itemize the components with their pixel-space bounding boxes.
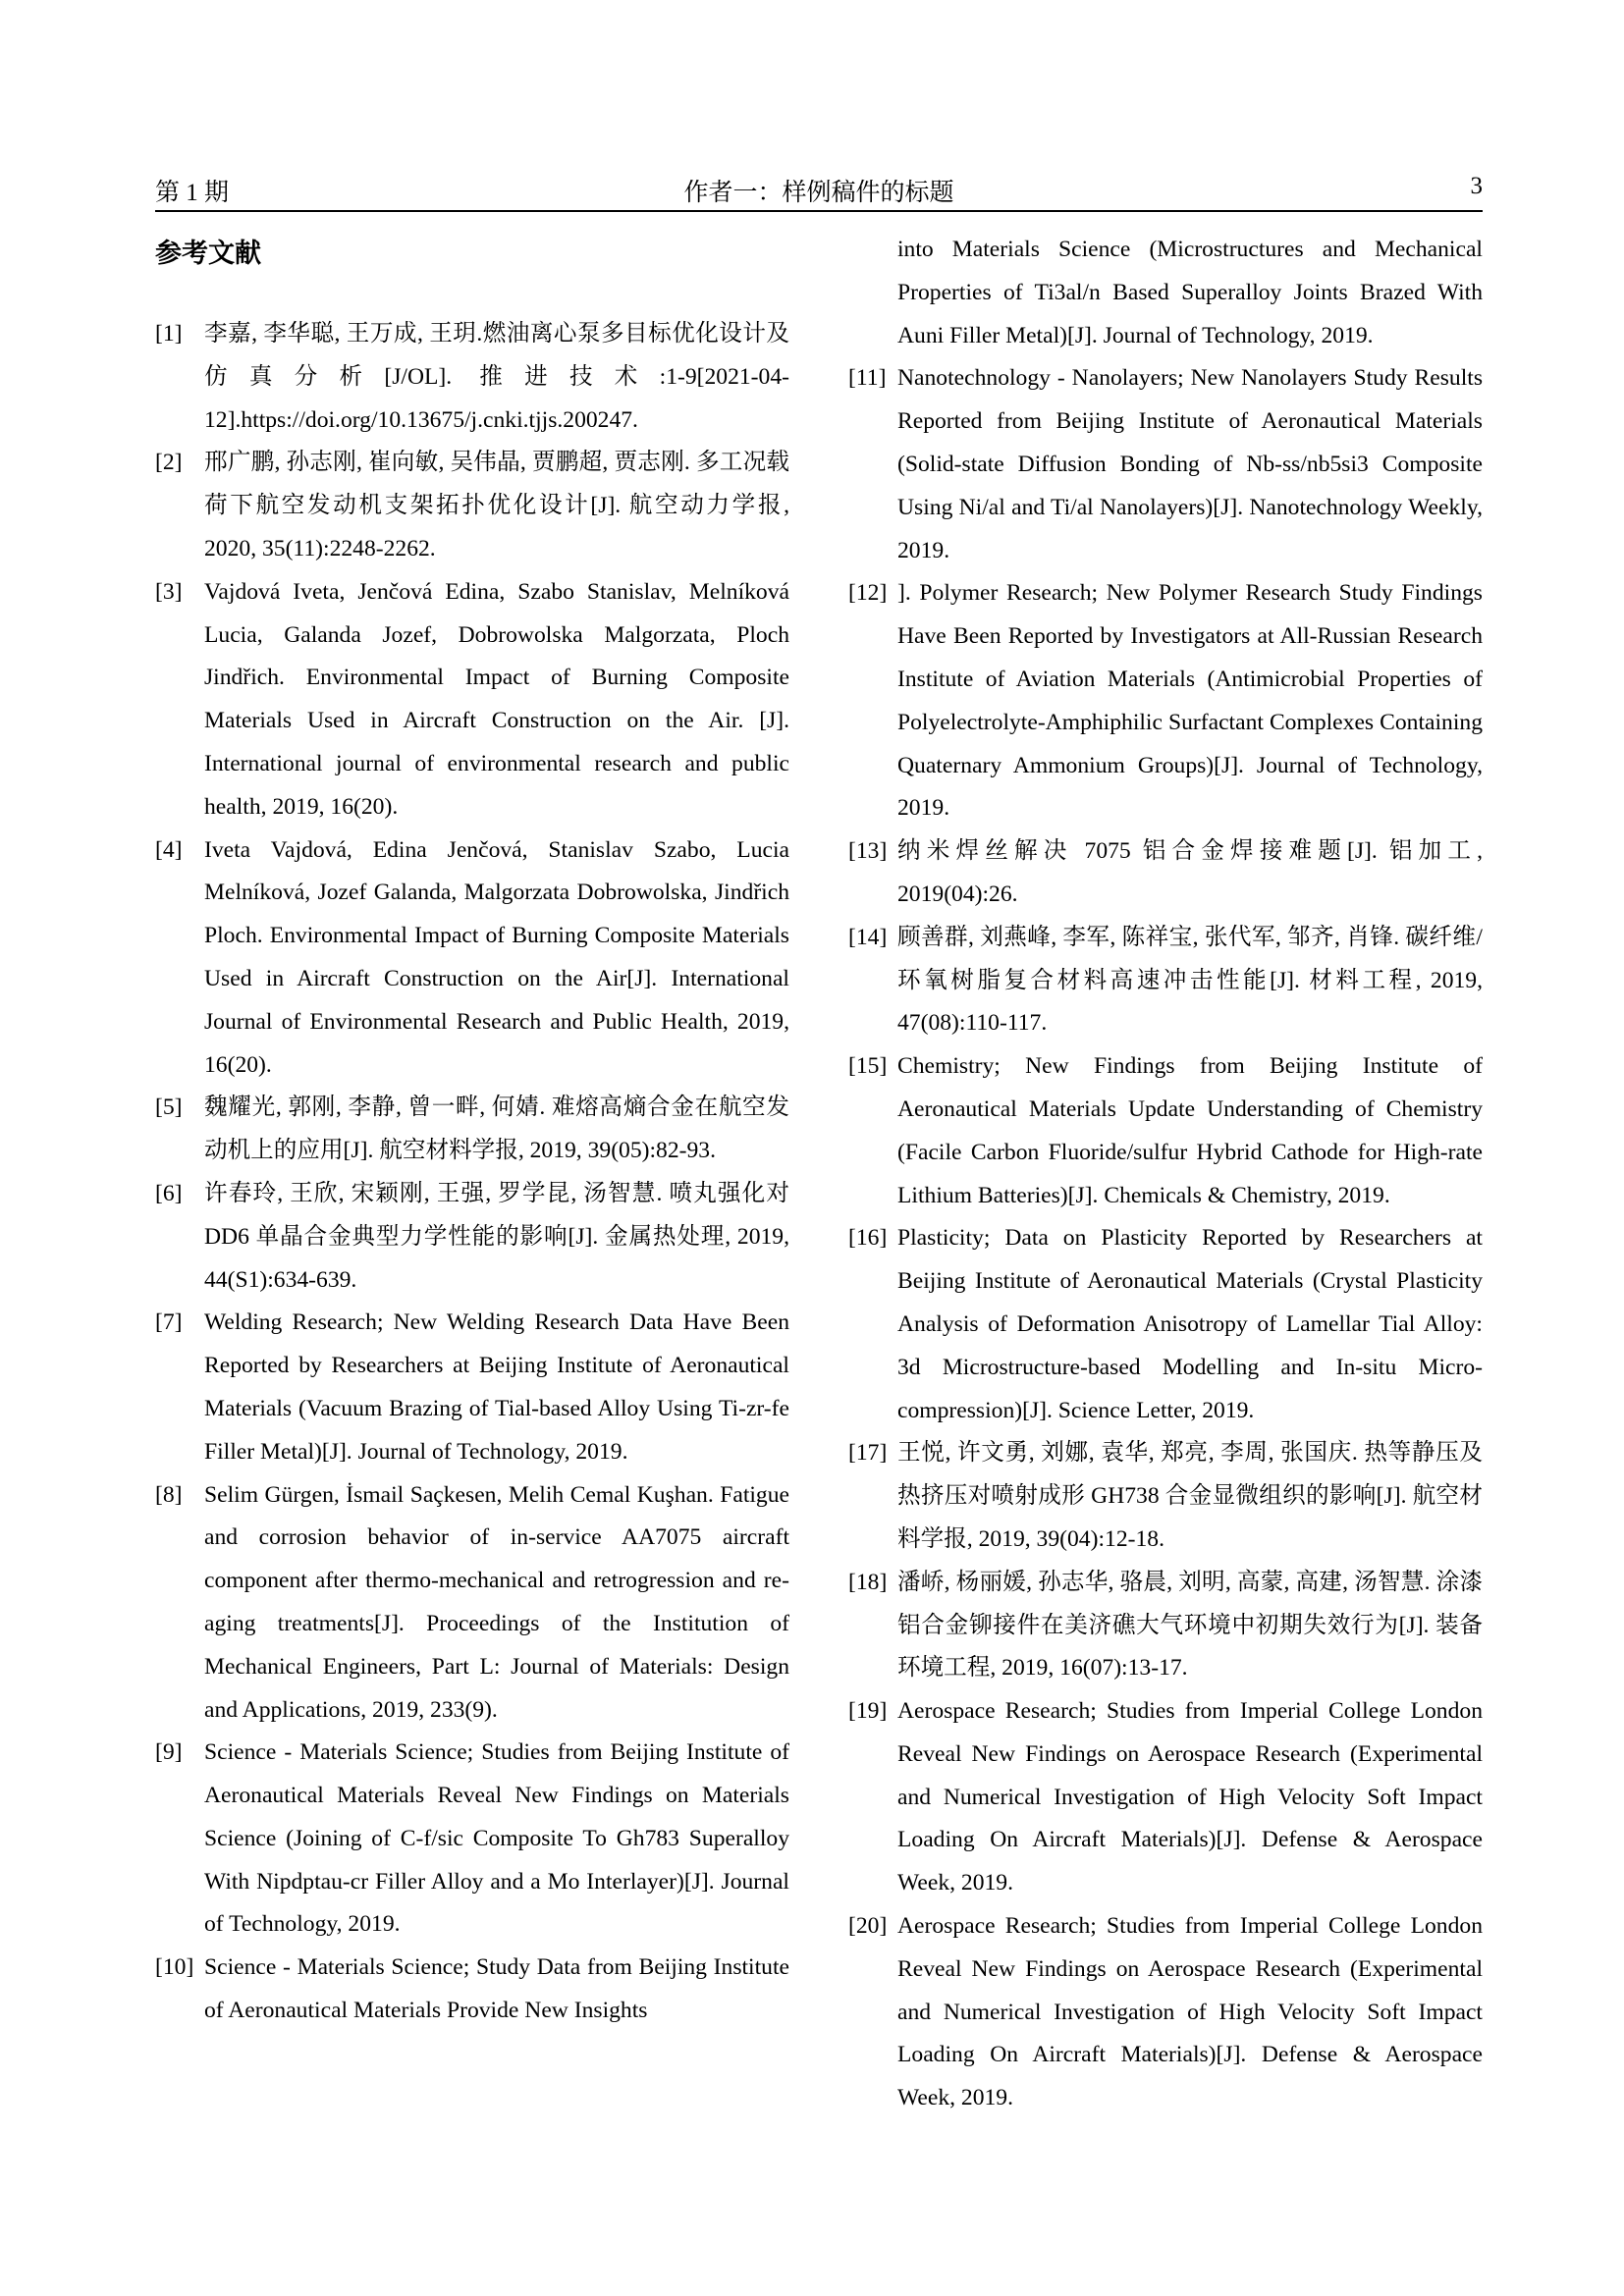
page-number: 3 xyxy=(1470,173,1483,199)
reference-number: [12] xyxy=(848,580,888,607)
reference-number: [5] xyxy=(155,1095,183,1121)
reference-text: Aerospace Research; Studies from Imperial College London Reveal New Findings on Aerospace Research (Experimental and Numerical Investigation of High Velocity Soft Impact Loading On Aircraft Materials)[J]. Defense & Aerospace Week, 2019. xyxy=(897,1913,1483,2111)
reference-text: Selim Gürgen, İsmail Saçkesen, Melih Cemal Kuşhan. Fatigue and corrosion behavior of in-service AA7075 aircraft component after thermo-mechanical and retrogression and re-aging treatments[J]. Proceedings of the Institution of Mechanical Engineers, Part L: Journal of Materials: Design and Applications, 2019, 233(9). xyxy=(204,1481,789,1723)
reference-number: [16] xyxy=(848,1225,888,1252)
reference-entry xyxy=(155,1302,789,1473)
reference-text: Science - Materials Science; Study Data from Beijing Institute of Aeronautical Materials Provide New Insights xyxy=(204,1954,789,2024)
reference-text: Chemistry; New Findings from Beijing Institute of Aeronautical Materials Update Understanding of Chemistry (Facile Carbon Fluoride/sulfur Hybrid Cathode for High-rate Lithium Batteries)[J]. Chemicals & Chemistry, 2019. xyxy=(897,1053,1483,1208)
reference-entry xyxy=(155,1732,789,1947)
reference-number: [15] xyxy=(848,1053,888,1080)
reference-entry xyxy=(155,1173,789,1302)
reference-number: [6] xyxy=(155,1180,183,1206)
reference-number: [11] xyxy=(848,365,887,392)
reference-continuation: into Materials Science (Microstructures and Mechanical Properties of Ti3al/n Based Superalloy Joints Brazed With Auni Filler Metal)[J]. Journal of Technology, 2019. xyxy=(897,237,1483,348)
reference-text: Aerospace Research; Studies from Imperial College London Reveal New Findings on Aerospace Research (Experimental and Numerical Investigation of High Velocity Soft Impact Loading On Aircraft Materials)[J]. Defense & Aerospace Week, 2019. xyxy=(897,1698,1483,1896)
reference-number: [7] xyxy=(155,1309,183,1336)
reference-entry xyxy=(848,357,1483,572)
reference-text: Iveta Vajdová, Edina Jenčová, Stanislav Szabo, Lucia Melníková, Jozef Galanda, Malgorzata Dobrowolska, Jindřich Ploch. Environmental Impact of Burning Composite Materials Used in Aircraft Construction on the Air[J]. International Journal of Environmental Research and Public Health, 2019, 16(20). xyxy=(204,836,789,1078)
reference-number: [2] xyxy=(155,450,183,476)
left-column xyxy=(155,229,789,2033)
reference-text: 许春玲, 王欣, 宋颖刚, 王强, 罗学昆, 汤智慧. 喷丸强化对 DD6 单晶合金典型力学性能的影响[J]. 金属热处理, 2019, 44(S1):634-639. xyxy=(204,1180,789,1293)
reference-entry xyxy=(848,1690,1483,1905)
reference-text: Nanotechnology - Nanolayers; New Nanolayers Study Results Reported from Beijing Institute of Aeronautical Materials (Solid-state Diffusion Bonding of Nb-ss/nb5si3 Composite Using Ni/al and Ti/al Nanolayers)[J]. Nanotechnology Weekly, 2019. xyxy=(897,365,1483,563)
reference-entry xyxy=(848,830,1483,917)
reference-text: 王悦, 许文勇, 刘娜, 袁华, 郑亮, 李周, 张国庆. 热等静压及热挤压对喷射成形 GH738 合金显微组织的影响[J]. 航空材料学报, 2019, 39(04):12-18. xyxy=(897,1440,1483,1552)
reference-number: [19] xyxy=(848,1698,888,1725)
reference-text: 纳米焊丝解决 7075 铝合金焊接难题[J]. 铝加工, 2019(04):26. xyxy=(897,838,1483,907)
reference-text: Science - Materials Science; Studies from Beijing Institute of Aeronautical Materials Reveal New Findings on Materials Science (Joining of C-f/sic Composite To Gh783 Superalloy With Nipdptau-cr Filler Alloy and a Mo Interlayer)[J]. Journal of Technology, 2019. xyxy=(204,1739,789,1938)
reference-number: [20] xyxy=(848,1913,888,1940)
reference-number: [10] xyxy=(155,1954,194,1981)
reference-text: 李嘉, 李华聪, 王万成, 王玥.燃油离心泵多目标优化设计及仿真分析[J/OL]. 推进技术:1-9[2021-04-12].https://doi.org/10.13675/j.cnki.tjjs.200247. xyxy=(204,321,789,433)
reference-number: [18] xyxy=(848,1569,888,1595)
reference-entry xyxy=(155,1947,789,2033)
reference-number: [9] xyxy=(155,1739,183,1766)
reference-entry xyxy=(155,442,789,570)
reference-entry xyxy=(848,1217,1483,1432)
reference-number: [8] xyxy=(155,1481,183,1508)
reference-entry xyxy=(848,1562,1483,1690)
running-header xyxy=(155,167,1483,212)
reference-text: ]. Polymer Research; New Polymer Research Study Findings Have Been Reported by Investigators at All-Russian Research Institute of Aviation Materials (Antimicrobial Properties of Polyelectrolyte-Amphiphilic Surfactant Complexes Containing Quaternary Ammonium Groups)[J]. Journal of Technology, 2019. xyxy=(897,580,1483,822)
reference-entry xyxy=(155,571,789,829)
reference-text: 潘峤, 杨丽媛, 孙志华, 骆晨, 刘明, 高蒙, 高建, 汤智慧. 涂漆铝合金铆接件在美济礁大气环境中初期失效行为[J]. 装备环境工程, 2019, 16(07):13-17. xyxy=(897,1569,1483,1682)
reference-entry xyxy=(848,1432,1483,1561)
references-heading: 参考文献 xyxy=(155,239,261,269)
reference-entry xyxy=(848,572,1483,830)
reference-entry xyxy=(848,1905,1483,2120)
issue-number: 第 1 期 xyxy=(155,180,230,206)
reference-text: Vajdová Iveta, Jenčová Edina, Szabo Stanislav, Melníková Lucia, Galanda Jozef, Dobrowolska Malgorzata, Ploch Jindřich. Environmental Impact of Burning Composite Materials Used in Aircraft Construction on the Air. [J]. International journal of environmental research and public health, 2019, 16(20). xyxy=(204,578,789,820)
reference-text: 魏耀光, 郭刚, 李静, 曾一畔, 何婧. 难熔高熵合金在航空发动机上的应用[J]. 航空材料学报, 2019, 39(05):82-93. xyxy=(204,1095,789,1164)
reference-number: [4] xyxy=(155,836,183,863)
reference-number: [13] xyxy=(848,838,888,865)
right-column xyxy=(848,229,1483,2120)
reference-text: 邢广鹏, 孙志刚, 崔向敏, 吴伟晶, 贾鹏超, 贾志刚. 多工况载荷下航空发动机支架拓扑优化设计[J]. 航空动力学报, 2020, 35(11):2248-2262. xyxy=(204,450,789,561)
reference-entry xyxy=(848,1045,1483,1217)
reference-number: [1] xyxy=(155,321,183,347)
reference-number: [14] xyxy=(848,924,888,950)
reference-entry xyxy=(848,917,1483,1045)
running-title: 作者一：样例稿件的标题 xyxy=(683,180,954,206)
reference-text: Plasticity; Data on Plasticity Reported by Researchers at Beijing Institute of Aeronautical Materials (Crystal Plasticity Analysis of Deformation Anisotropy of Lamellar Tial Alloy: 3d Microstructure-based Modelling and In-situ Micro-compression)[J]. Science Letter, 2019. xyxy=(897,1225,1483,1423)
reference-entry xyxy=(155,1087,789,1173)
reference-text: 顾善群, 刘燕峰, 李军, 陈祥宝, 张代军, 邹齐, 肖锋. 碳纤维/环氧树脂复合材料高速冲击性能[J]. 材料工程, 2019, 47(08):110-117. xyxy=(897,924,1483,1037)
reference-entry xyxy=(155,829,789,1088)
reference-number: [3] xyxy=(155,578,183,605)
reference-entry xyxy=(155,1474,789,1733)
reference-text: Welding Research; New Welding Research Data Have Been Reported by Researchers at Beijing Institute of Aeronautical Materials (Vacuum Brazing of Tial-based Alloy Using Ti-zr-fe Filler Metal)[J]. Journal of Technology, 2019. xyxy=(204,1309,789,1465)
reference-entry xyxy=(155,313,789,442)
reference-number: [17] xyxy=(848,1440,888,1467)
